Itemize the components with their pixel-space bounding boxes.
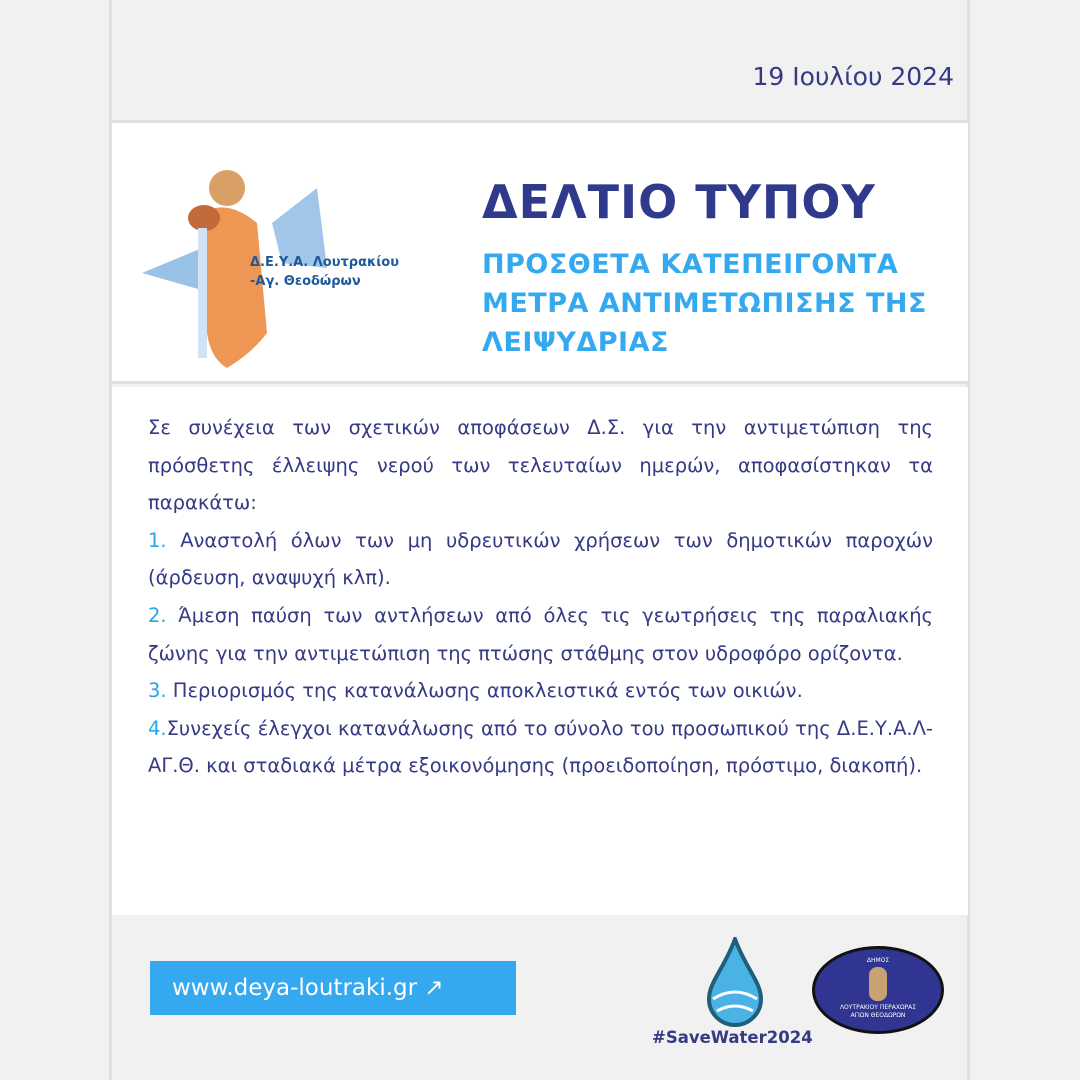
logo-text-line2: -Αγ. Θεοδώρων bbox=[250, 274, 361, 289]
header-panel bbox=[112, 120, 968, 384]
water-drop-icon bbox=[705, 937, 765, 1031]
logo-text-line1: Δ.Ε.Υ.Α. Λουτρακίου bbox=[250, 255, 400, 270]
body-panel bbox=[112, 387, 968, 915]
intro-paragraph: Σε συνέχεια των σχετικών αποφάσεων Δ.Σ. για την αντιμετώπιση της πρόσθετης έλλειψης νερού των τελευταίων ημερών, αποφασίστηκαν τα παρακάτω: bbox=[148, 416, 933, 515]
page-title: ΔΕΛΤΙΟ ΤΥΠΟΥ bbox=[482, 175, 876, 229]
list-item: 3. Περιορισμός της κατανάλωσης αποκλειστικά εντός των οικιών. bbox=[148, 679, 803, 703]
list-item: 1. Αναστολή όλων των μη υδρευτικών χρήσεων των δημοτικών παροχών (άρδευση, αναψυχή κλπ). bbox=[148, 528, 933, 590]
hashtag: #SaveWater2024 bbox=[652, 1028, 813, 1047]
list-item: 4.Συνεχείς έλεγχοι κατανάλωσης από το σύνολο του προσωπικού της Δ.Ε.Υ.Α.Λ-ΑΓ.Θ. και σταδιακά μέτρα εξοικονόμησης (προειδοποίηση, πρόστιμο, διακοπή). bbox=[148, 716, 933, 778]
date: 19 Ιουλίου 2024 bbox=[752, 62, 954, 91]
deya-logo bbox=[132, 153, 432, 383]
website-link[interactable]: www.deya-loutraki.gr ↗ bbox=[150, 961, 516, 1015]
press-release-text bbox=[148, 409, 933, 785]
list-item: 2. Άμεση παύση των αντλήσεων από όλες τις γεωτρήσεις της παραλιακής ζώνης για την αντιμετώπιση της πτώσης στάθμης στον υδροφόρο ορίζοντα. bbox=[148, 603, 933, 665]
municipality-seal: ΔΗΜΟΣ ΛΟΥΤΡΑΚΙΟΥ ΠΕΡΑΧΩΡΑΣ ΑΓΙΩΝ ΘΕΟΔΩΡΩΝ bbox=[812, 946, 944, 1034]
statue-icon bbox=[869, 967, 887, 1001]
page-subtitle: ΠΡΟΣΘΕΤΑ ΚΑΤΕΠΕΙΓΟΝΤΑ ΜΕΤΡΑ ΑΝΤΙΜΕΤΩΠΙΣΗΣ ΤΗΣ ΛΕΙΨΥΔΡΙΑΣ bbox=[482, 249, 927, 358]
